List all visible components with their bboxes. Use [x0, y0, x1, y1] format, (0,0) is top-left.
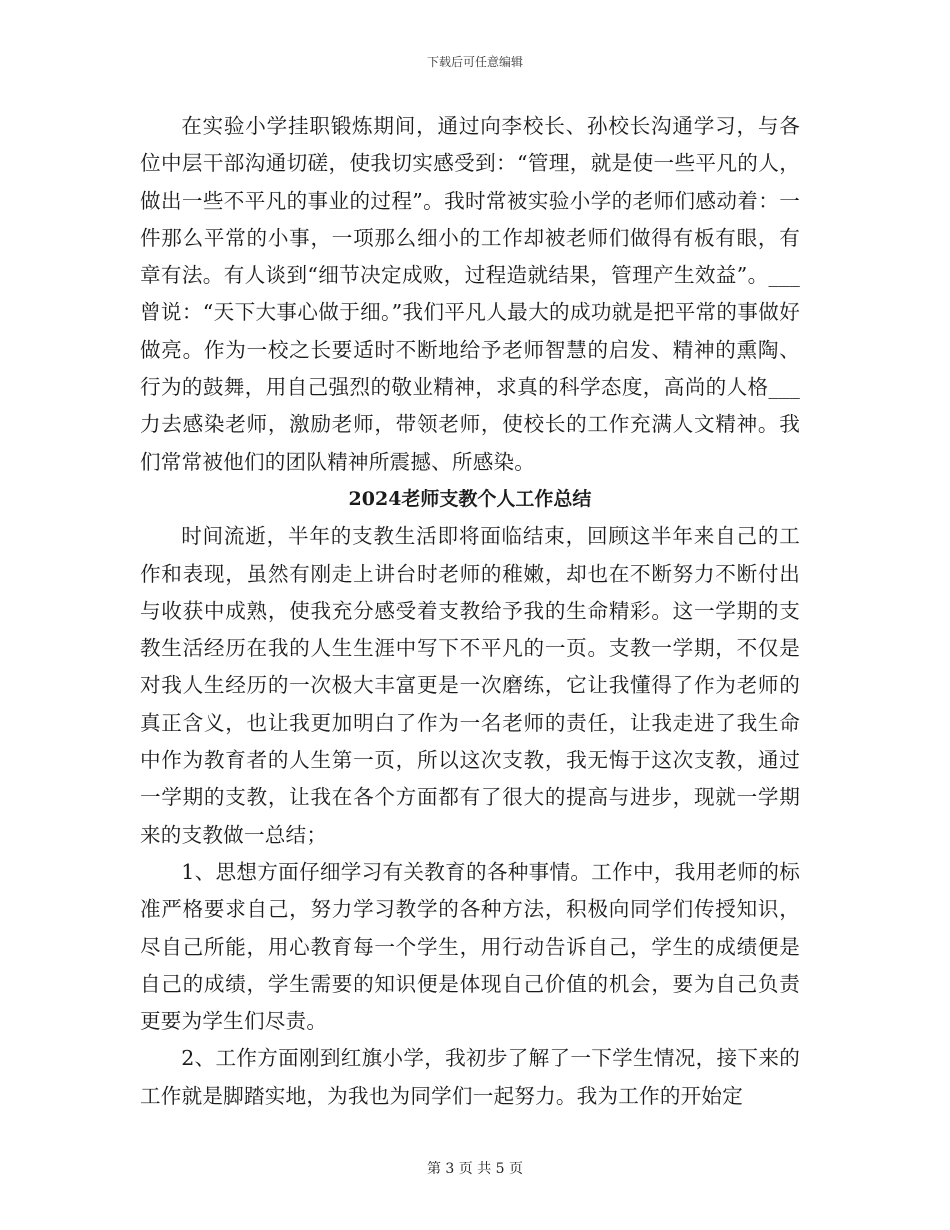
section-title: 2024老师支教个人工作总结 [348, 487, 592, 510]
document-body [140, 108, 800, 1115]
paragraph-point-1: 1、思想方面仔细学习有关教育的各种事情。工作中，我用老师的标准严格要求自己，努力学习教学的各种方法，积极向同学们传授知识，尽自己所能，用心教育每一个学生，用行动告诉自己，学生的成绩便是自己的成绩，学生需要的知识便是体现自己价值的机会，要为自己负责更要为学生们尽责。 [140, 859, 800, 1034]
paragraph-point-2: 2、工作方面刚到红旗小学，我初步了解了一下学生情况，接下来的工作就是脚踏实地，为我也为同学们一起努力。我为工作的开始定 [140, 1046, 800, 1108]
paragraph-intro: 在实验小学挂职锻炼期间，通过向李校长、孙校长沟通学习，与各位中层干部沟通切磋，使我切实感受到：“管理，就是使一些平凡的人，做出一些不平凡的事业的过程”。我时常被实验小学的老师们感动着：一件那么平常的小事，一项那么细小的工作却被老师们做得有板有眼，有章有法。有人谈到“细节决定成败，过程造就结果，管理产生效益”。___曾说：“天下大事心做于细。”我们平凡人最大的成功就是把平常的事做好做亮。作为一校之长要适时不断地给予老师智慧的启发、精神的熏陶、行为的鼓舞，用自己强烈的敬业精神，求真的科学态度，高尚的人格___力去感染老师，激励老师，带领老师，使校长的工作充满人文精神。我们常常被他们的团队精神所震撼、所感染。 [140, 114, 800, 474]
paragraph-opening: 时间流逝，半年的支教生活即将面临结束，回顾这半年来自己的工作和表现，虽然有刚走上讲台时老师的稚嫩，却也在不断努力不断付出与收获中成熟，使我充分感受着支教给予我的生命精彩。这一学期的支教生活经历在我的人生生涯中写下不平凡的一页。支教一学期，不仅是对我人生经历的一次极大丰富更是一次磨练，它让我懂得了作为老师的真正含义，也让我更加明白了作为一名老师的责任，让我走进了我生命中作为教育者的人生第一页，所以这次支教，我无悔于这次支教，通过一学期的支教，让我在各个方面都有了很大的提高与进步，现就一学期来的支教做一总结； [140, 524, 800, 847]
page-header-note: 下载后可任意编辑 [426, 55, 523, 69]
page-footer-number: 第 3 页 共 5 页 [426, 1161, 524, 1177]
